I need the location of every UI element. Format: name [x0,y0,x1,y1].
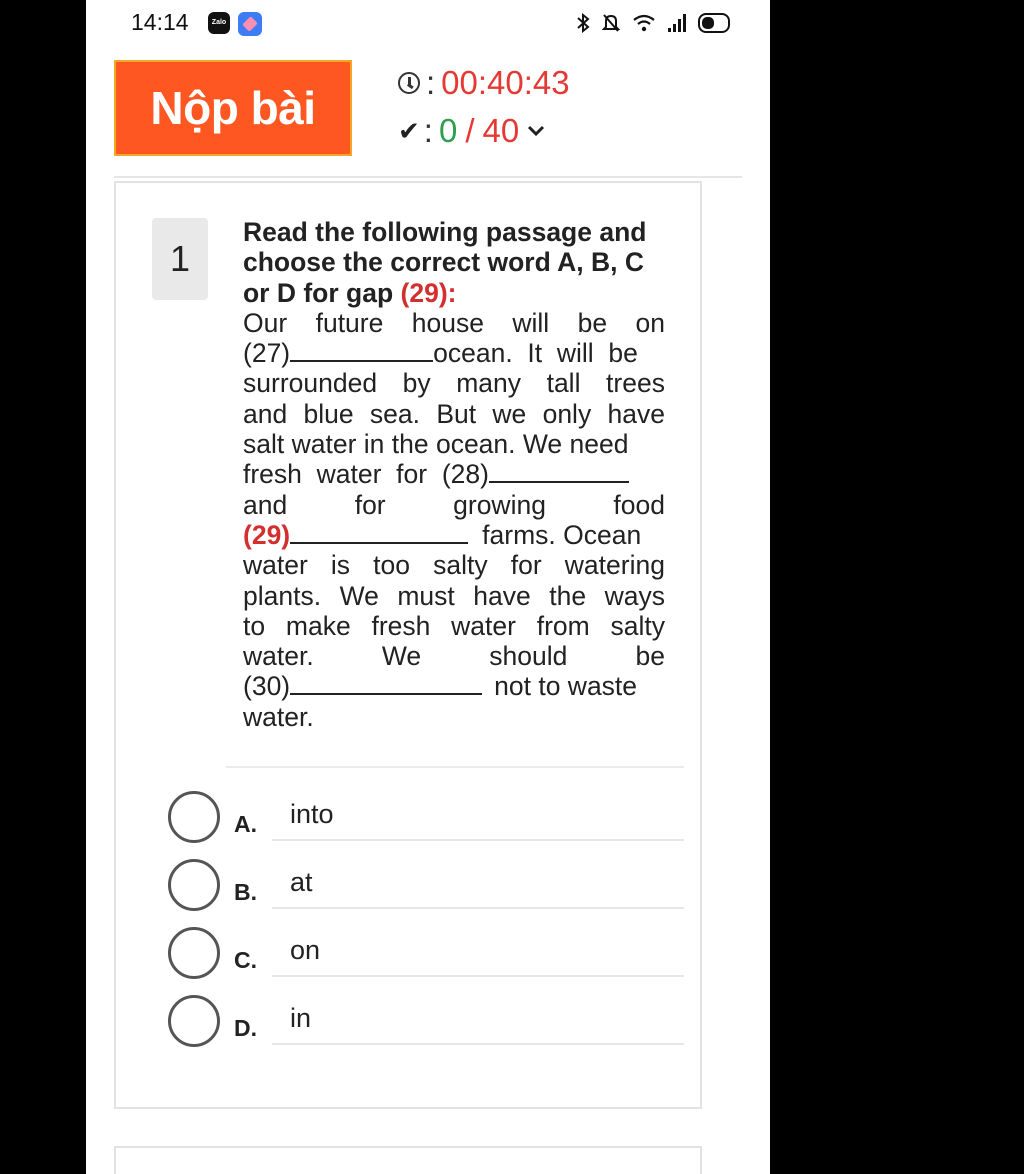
passage-line: Our future house will be on [243,307,665,338]
battery-icon [698,13,730,33]
timer-value: 00:40:43 [441,64,570,101]
question-card [114,181,702,1109]
option-text: in [290,1003,312,1033]
progress-total: 40 [482,112,520,149]
option-underline [272,975,684,977]
muted-bell-icon [602,13,620,33]
status-time: 14:14 [131,9,189,35]
radio-button[interactable] [168,995,220,1047]
question-number: 1 [152,218,208,300]
timer-colon: : [426,64,436,101]
signal-icon [668,14,686,32]
gap-reference: (29): [400,277,457,308]
header-divider [114,176,742,178]
option-underline [272,907,684,909]
phone-screen [86,0,770,1174]
progress-done: 0 [438,112,458,149]
option-c[interactable] [168,927,688,987]
radio-button[interactable] [168,859,220,911]
passage-line: and blue sea. But we only have [243,398,665,429]
passage-line: (27) ocean. It will be [243,338,638,369]
passage-line: surrounded by many tall trees [243,368,665,399]
option-underline [272,1043,684,1045]
radio-button[interactable] [168,927,220,979]
option-text: at [290,867,313,897]
question-text [243,217,665,732]
option-d[interactable] [168,995,688,1055]
option-text: into [290,799,334,829]
option-text: on [290,935,321,965]
option-underline [272,839,684,841]
option-letter: A. [234,811,257,837]
gap-29-label: (29) [243,519,291,550]
question-instruction: Read the following passage and choose the correct word A, B, C or D for gap (29): [243,217,647,308]
passage-line: to make fresh water from salty [243,610,665,641]
passage-line: water. We should be [243,641,665,672]
passage-line: (30) not to waste [243,671,638,702]
passage-line: plants. We must have the ways [243,580,665,611]
passage-line: water. [243,701,314,732]
clock-icon [398,72,420,94]
option-letter: B. [234,879,257,905]
check-icon: ✔ [398,115,420,146]
wifi-icon [632,14,656,32]
option-b[interactable] [168,859,688,919]
submit-button[interactable]: Nộp bài [114,60,352,156]
radio-button[interactable] [168,791,220,843]
progress-slash: / [465,112,475,149]
option-letter: C. [234,947,257,973]
zalo-icon: Zalo [208,12,230,34]
timer [398,64,570,102]
progress-colon: : [423,112,433,149]
app-notification-icon [238,12,262,36]
next-question-card [114,1146,702,1174]
option-a[interactable] [168,791,688,851]
passage-line: fresh water for (28) [243,459,665,489]
passage-line: water is too salty for watering [243,550,665,581]
system-icons [576,10,730,36]
passage-line: salt water in the ocean. We need [243,429,629,460]
status-bar [86,0,770,46]
question-options-divider [226,766,684,768]
bluetooth-icon [576,13,590,33]
passage-line: and for growing food [243,489,665,520]
chevron-down-icon [527,125,545,137]
progress-dropdown[interactable] [398,112,545,150]
passage-line: (29) farms. Ocean [243,519,642,550]
option-letter: D. [234,1015,257,1041]
